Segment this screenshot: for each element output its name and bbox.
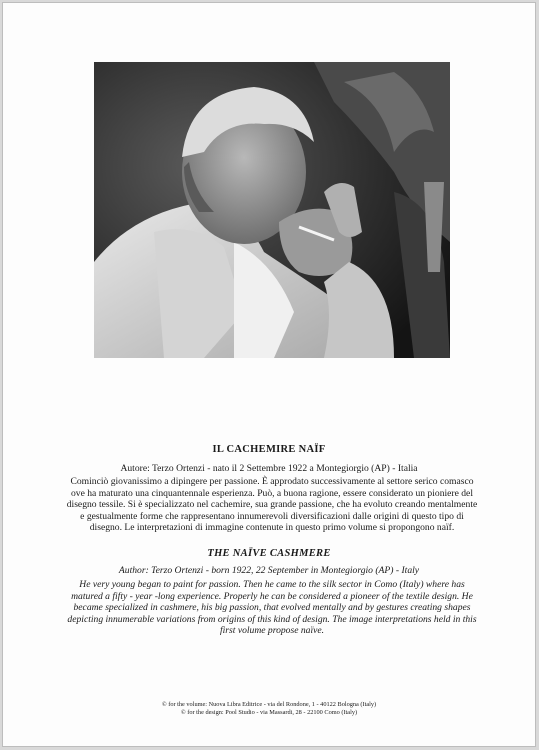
portrait-photo-graphic xyxy=(94,62,450,358)
italian-author-line: Autore: Terzo Ortenzi - nato il 2 Settembre 1922 a Montegiorgio (AP) - Italia xyxy=(120,463,418,474)
document-page xyxy=(2,2,536,747)
english-body-text: He very young began to paint for passion. Then he came to the silk sector in Como (Italy) where has matured a fifty - year -long experience. Properly he can be considered a pioneer of the textile design. He became specialized in cashmere, his big passion, that evolved mentally and by gestures creating shapes depicting innumerable variations from origins of this kind of design. The image interpretations held in this first volume propose naïve. xyxy=(67,579,477,637)
footer-copyright-volume: © for the volume: Nuova Libra Editrice - via del Rondone, 1 - 40122 Bologna (Italy) xyxy=(161,701,377,708)
italian-body-text: Cominciò giovanissimo a dipingere per passione. È approdato successivamente al settore serico comasco ove ha maturato una cinquantennale esperienza. Può, a buona ragione, essere considerato un pioniere del disegno tessile. Si è specializzato nel cachemire, sua grande passione, che ha evoluto creando mentalmente e gestualmente forme che rappresentano innumerevoli diversificazioni dalle origini di questo tipo di disegno. Le interpretazioni di immagine contenute in questo primo volume si propongono naïf. xyxy=(66,476,478,534)
italian-title: IL CACHEMIRE NAÏF xyxy=(212,444,326,455)
footer-copyright-design: © for the design: Pool Studio - via Massardi, 28 - 22100 Como (Italy) xyxy=(180,709,358,716)
english-author-line: Author: Terzo Ortenzi - born 1922, 22 September in Montegiorgio (AP) - Italy xyxy=(118,565,420,576)
portrait-photo xyxy=(94,62,450,358)
english-title: THE NAÏVE CASHMERE xyxy=(207,548,331,559)
